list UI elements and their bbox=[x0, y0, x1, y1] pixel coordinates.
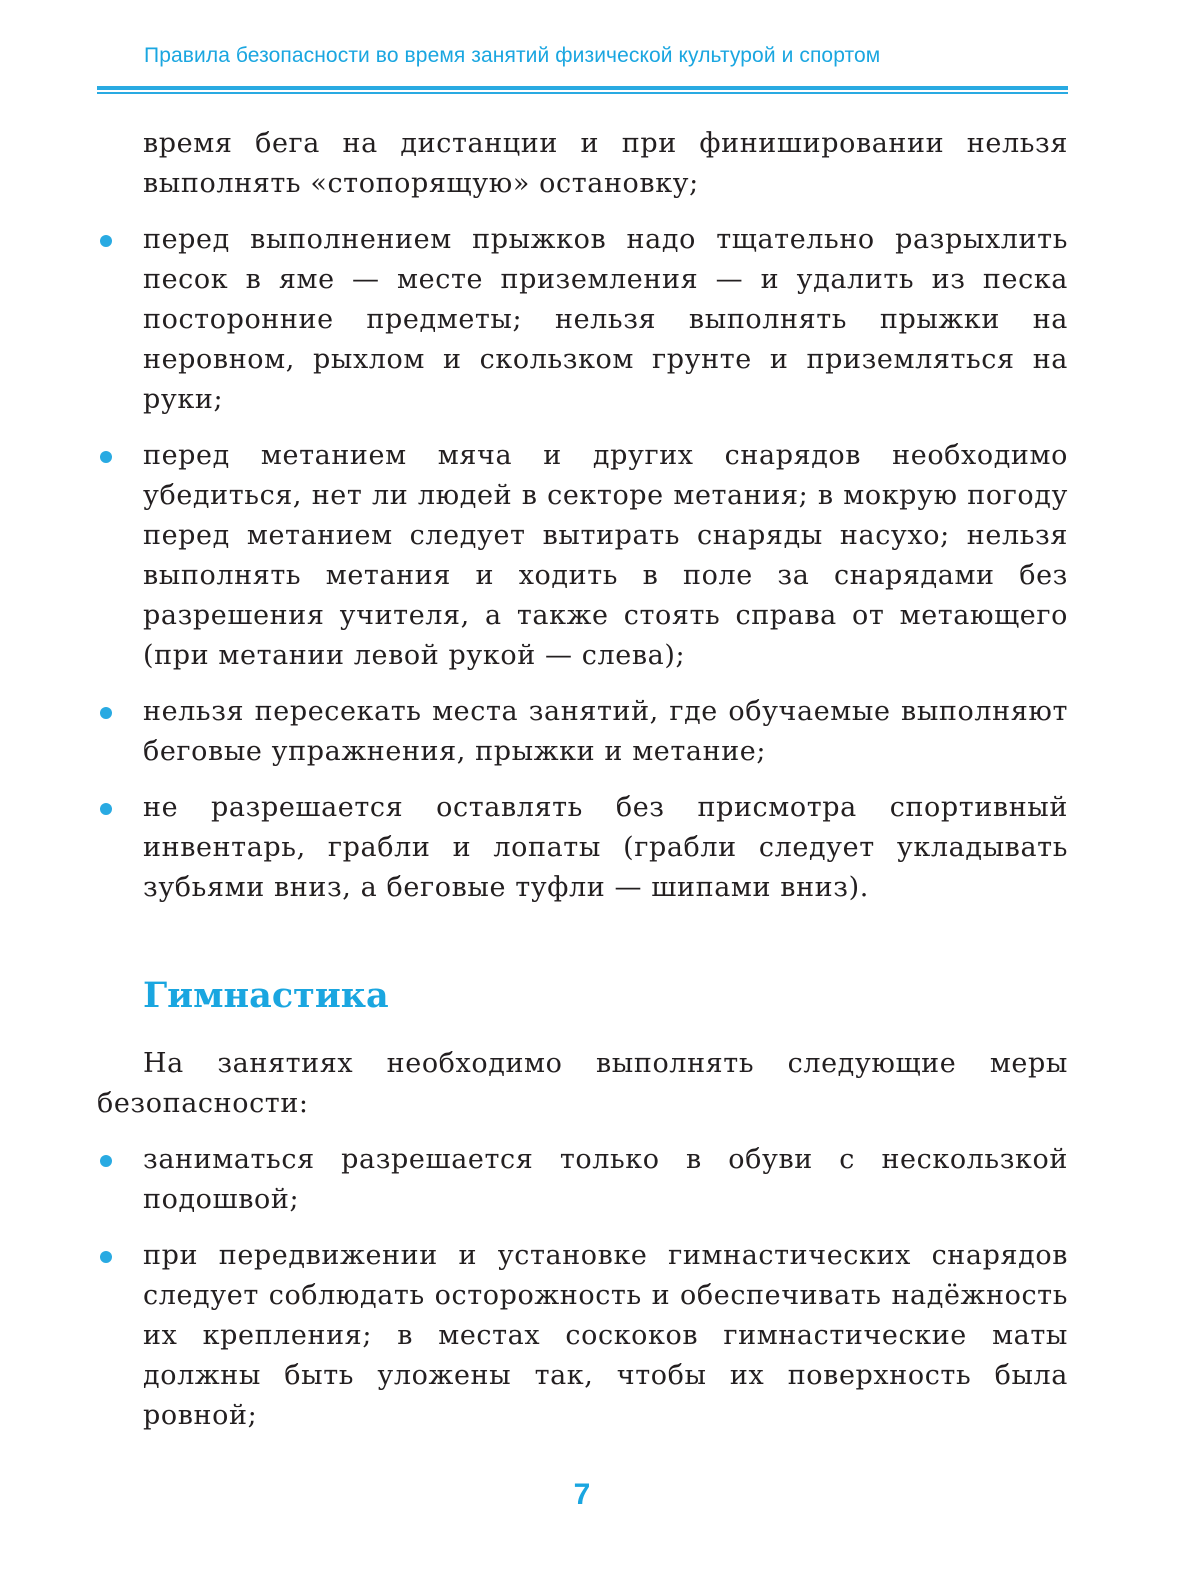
page-number: 7 bbox=[573, 1478, 591, 1511]
list-item-text: перед метанием мяча и других снарядов необходимо убедиться, нет ли людей в секторе метания; в мокрую погоду перед метанием следует вытирать снаряды насухо; нельзя выполнять метания и ходить в поле за снарядами без разрешения учителя, а также стоять справа от метающего (при метании левой рукой — слева); bbox=[143, 440, 1068, 671]
continued-paragraph: время бега на дистанции и при финишировании нельзя выполнять «стопорящую» остановку; bbox=[143, 128, 1068, 199]
bullet-dot-icon bbox=[100, 451, 112, 463]
list-item bbox=[97, 436, 1068, 676]
list-item-text: нельзя пересекать места занятий, где обучаемые выполняют беговые упражнения, прыжки и метание; bbox=[143, 696, 1068, 767]
page-body bbox=[97, 124, 1068, 1436]
running-header: Правила безопасности во время занятий физической культурой и спортом bbox=[144, 44, 881, 67]
list-item-text: при передвижении и установке гимнастических снарядов следует соблюдать осторожность и обеспечивать надёжность их крепления; в местах соскоков гимнастические маты должны быть уложены так, чтобы их поверхность была ровной; bbox=[143, 1240, 1068, 1431]
list-item bbox=[97, 220, 1068, 420]
list-item bbox=[97, 1140, 1068, 1220]
list-item bbox=[97, 1236, 1068, 1436]
header-rule-secondary bbox=[97, 92, 1068, 94]
list-item bbox=[97, 788, 1068, 908]
bullet-dot-icon bbox=[100, 1155, 112, 1167]
section-intro: На занятиях необходимо выполнять следующие меры безопасности: bbox=[97, 1048, 1068, 1119]
header-rule bbox=[97, 86, 1068, 90]
bullet-dot-icon bbox=[100, 1251, 112, 1263]
bullet-dot-icon bbox=[100, 803, 112, 815]
list-item-text: перед выполнением прыжков надо тщательно разрыхлить песок в яме — месте приземления — и удалить из песка посторонние предметы; нельзя выполнять прыжки на неровном, рыхлом и скользком грунте и приземляться на руки; bbox=[143, 224, 1068, 415]
section-title: Гимнастика bbox=[143, 975, 389, 1016]
list-item-text: не разрешается оставлять без присмотра спортивный инвентарь, грабли и лопаты (грабли следует укладывать зубьями вниз, а беговые туфли — шипами вниз). bbox=[143, 792, 1068, 903]
list-item-text: заниматься разрешается только в обуви с нескользкой подошвой; bbox=[143, 1144, 1068, 1215]
list-item bbox=[97, 692, 1068, 772]
bullet-dot-icon bbox=[100, 235, 112, 247]
bullet-dot-icon bbox=[100, 707, 112, 719]
